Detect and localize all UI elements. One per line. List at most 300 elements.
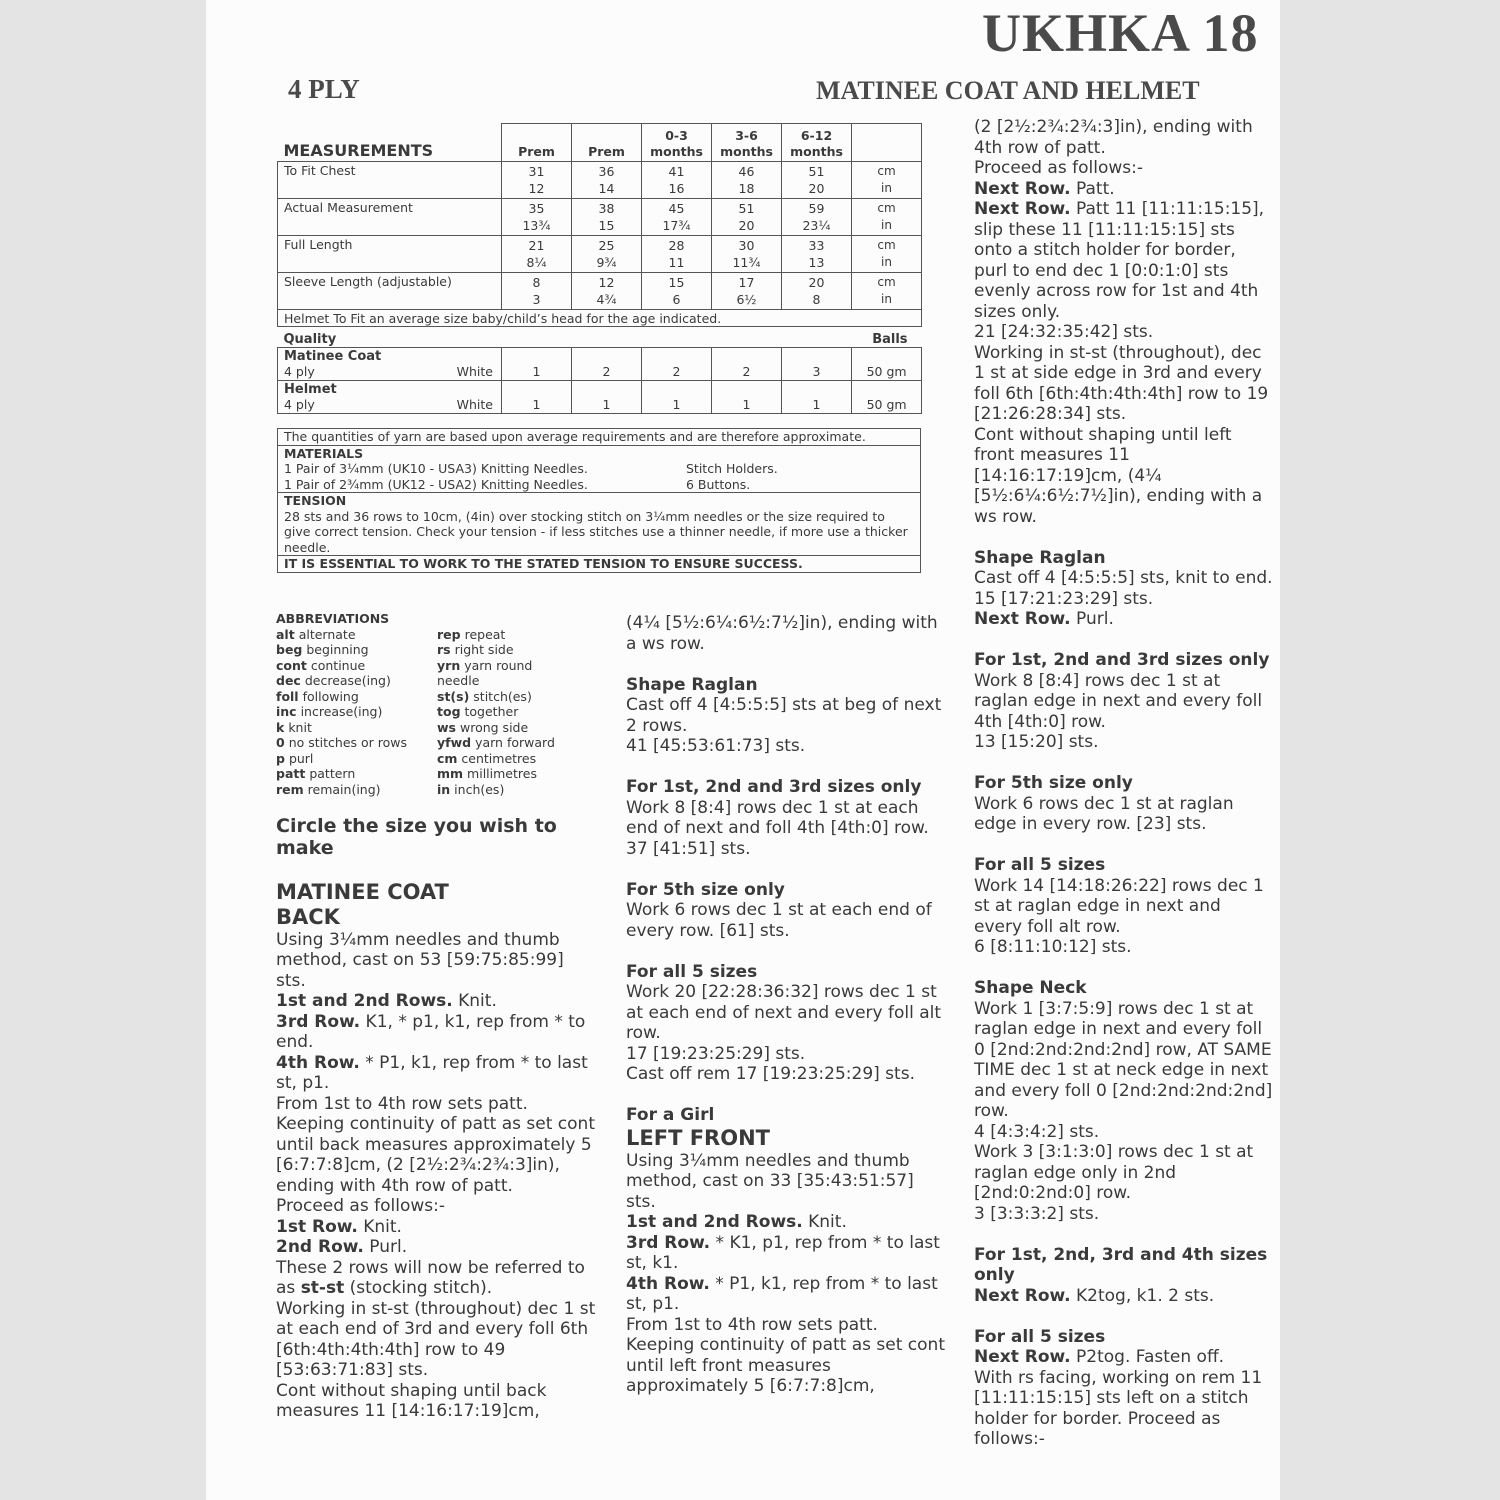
measurement-cell bbox=[712, 162, 782, 199]
abbreviation-key: mm bbox=[437, 766, 464, 781]
section-heading: Shape Raglan bbox=[626, 674, 758, 695]
abbreviation-key: cont bbox=[276, 657, 307, 673]
measurement-cell bbox=[502, 199, 572, 236]
quantities-note: The quantities of yarn are based upon average requirements and are therefore approximate. bbox=[278, 429, 920, 446]
ball-count: 1 bbox=[642, 381, 712, 414]
measurement-cell bbox=[502, 236, 572, 273]
size-header-line1: 0-3 bbox=[665, 128, 688, 143]
abbreviation-key: foll bbox=[276, 688, 299, 704]
cm-value: 30 bbox=[738, 238, 755, 253]
tension-text: 28 sts and 36 rows to 10cm, (4in) over stocking stitch on 3¼mm needles or the size required to give correct tension. Check your tension - if less stitches use a thinner needle, if more use a thicker needle. bbox=[284, 508, 908, 555]
abbreviation-item bbox=[276, 782, 437, 798]
row-text: K2tog, k1. 2 sts. bbox=[1070, 1285, 1215, 1306]
cm-value: 51 bbox=[738, 201, 755, 216]
abbreviation-meaning: wrong side bbox=[459, 719, 529, 735]
abbreviation-item bbox=[437, 658, 565, 689]
cm-value: 59 bbox=[808, 201, 825, 216]
abbreviation-key: rep bbox=[437, 626, 461, 642]
row-instruction bbox=[626, 1233, 946, 1274]
balls-heading: Balls bbox=[872, 332, 908, 347]
abbreviation-key: k bbox=[276, 719, 285, 735]
abbreviation-key: p bbox=[276, 750, 285, 766]
row-text: Knit. bbox=[802, 1212, 847, 1232]
measurement-cell bbox=[572, 236, 642, 273]
abbreviation-item bbox=[276, 735, 437, 751]
ball-count: 2 bbox=[642, 348, 712, 381]
abbreviation-meaning: stitch(es) bbox=[473, 688, 532, 704]
in-value: 13 bbox=[808, 255, 825, 270]
abbreviation-meaning: right side bbox=[454, 642, 514, 657]
row-text: Patt 11 [11:11:15:15], slip these 11 [11:11:15:15] sts onto a stitch holder for border, purl to end dec 1 [0:0:1:0] sts evenly across row for 1st and 4th sizes only. bbox=[974, 199, 1265, 322]
in-value: 3 bbox=[532, 292, 541, 307]
abbreviation-meaning: repeat bbox=[464, 626, 506, 642]
size-column-header bbox=[502, 124, 572, 162]
cm-value: 20 bbox=[808, 275, 825, 290]
abbreviation-meaning: together bbox=[464, 704, 519, 719]
abbreviation-key: alt bbox=[276, 626, 295, 642]
section-heading: For 1st, 2nd and 3rd sizes only bbox=[626, 777, 922, 797]
instruction-text: Keeping continuity of patt as set cont until back measures approximately 5 [6:7:7:8]cm, (2 [2½:2¾:2¾:3]in), ending with 4th row of patt. bbox=[276, 1114, 595, 1196]
measurement-row bbox=[278, 236, 922, 273]
row-instruction bbox=[974, 609, 1274, 630]
section-heading: For 1st, 2nd and 3rd sizes only bbox=[974, 650, 1270, 670]
cm-value: 17 bbox=[738, 275, 755, 290]
instruction-text: 37 [41:51] sts. bbox=[626, 838, 751, 859]
materials-section bbox=[278, 446, 920, 494]
instruction-text: (4¼ [5½:6¼:6½:7½]in), ending with a ws row. bbox=[626, 613, 938, 654]
yarn-item-label bbox=[278, 381, 444, 414]
in-value: 16 bbox=[668, 181, 685, 196]
abbreviation-item bbox=[276, 720, 437, 736]
abbreviation-item bbox=[276, 689, 437, 705]
helmet-note-row bbox=[278, 310, 922, 327]
instruction-text: Cast off 4 [4:5:5:5] sts at beg of next 2 rows. bbox=[626, 695, 942, 736]
in-value: 20 bbox=[738, 218, 755, 233]
measurement-label: Sleeve Length (adjustable) bbox=[278, 273, 502, 310]
unit-column-header bbox=[852, 124, 922, 162]
yarn-ply: 4 ply bbox=[284, 364, 315, 379]
unit-in: in bbox=[881, 292, 892, 306]
in-value: 9¾ bbox=[596, 255, 617, 270]
pattern-page bbox=[206, 0, 1280, 1500]
instruction-text: Work 1 [3:7:5:9] rows dec 1 st at raglan edge in next and every foll 0 [2nd:2nd:2nd:2nd] row, AT SAME TIME dec 1 st at neck edge in next and every foll 0 [2nd:2nd:2nd:2nd] row. bbox=[974, 998, 1273, 1121]
instructions-column-2 bbox=[626, 613, 946, 1397]
instruction-text: Work 14 [14:18:26:22] rows dec 1 st at raglan edge in next and every foll alt row. bbox=[974, 875, 1264, 937]
section-heading: For 5th size only bbox=[626, 879, 785, 900]
in-value: 15 bbox=[598, 218, 615, 233]
instruction-text: Proceed as follows:- bbox=[276, 1196, 445, 1216]
measurement-cell bbox=[782, 199, 852, 236]
abbreviation-meaning: millimetres bbox=[467, 766, 537, 781]
yarn-weight-label: 4 PLY bbox=[288, 74, 360, 104]
measurement-row bbox=[278, 199, 922, 236]
row-text: Purl. bbox=[363, 1237, 408, 1257]
unit-in: in bbox=[881, 218, 892, 232]
materials-line bbox=[284, 477, 914, 493]
ball-count: 1 bbox=[782, 381, 852, 414]
abbreviation-item bbox=[276, 627, 437, 643]
pattern-title: MATINEE COAT AND HELMET bbox=[816, 76, 1200, 105]
size-header-line2: Prem bbox=[588, 144, 625, 159]
row-instruction bbox=[974, 1347, 1274, 1368]
measurements-header-row bbox=[278, 124, 922, 162]
instruction-text: Work 20 [22:28:36:32] rows dec 1 st at each end of next and every foll alt row. bbox=[626, 982, 942, 1043]
instructions-column-3 bbox=[974, 117, 1274, 1450]
size-header-line2: months bbox=[650, 144, 703, 159]
size-column-header bbox=[712, 124, 782, 162]
abbreviation-item bbox=[437, 766, 565, 782]
measurement-cell bbox=[502, 162, 572, 199]
instruction-text: (2 [2½:2¾:2¾:3]in), ending with 4th row of patt. bbox=[974, 117, 1253, 158]
cm-value: 38 bbox=[598, 201, 615, 216]
measurement-cell bbox=[712, 273, 782, 310]
yarn-item-label bbox=[278, 348, 444, 381]
row-instruction bbox=[626, 1212, 946, 1233]
section-heading: Shape Neck bbox=[974, 978, 1087, 998]
abbreviation-item bbox=[276, 658, 437, 674]
size-header-line2: months bbox=[790, 144, 843, 159]
section-heading: For a Girl bbox=[626, 1105, 715, 1125]
instruction-text: Cast off 4 [4:5:5:5] sts, knit to end. 15 [17:21:23:29] sts. bbox=[974, 568, 1273, 609]
yarn-ply: 4 ply bbox=[284, 397, 315, 412]
measurement-cell bbox=[572, 199, 642, 236]
abbreviation-item bbox=[437, 735, 565, 751]
row-instruction bbox=[974, 1286, 1274, 1307]
row-label: 1st and 2nd Rows. bbox=[626, 1212, 803, 1232]
instruction-text: 4 [4:3:4:2] sts. bbox=[974, 1121, 1100, 1142]
in-value: 14 bbox=[598, 181, 615, 196]
size-header-line1: 3-6 bbox=[735, 128, 758, 143]
row-label: 1st and 2nd Rows. bbox=[276, 991, 453, 1011]
cm-value: 21 bbox=[528, 238, 545, 253]
instruction-text: 17 [19:23:25:29] sts. bbox=[626, 1043, 806, 1064]
instruction-text: Work 6 rows dec 1 st at each end of every row. [61] sts. bbox=[626, 900, 932, 941]
tension-warning: IT IS ESSENTIAL TO WORK TO THE STATED TENSION TO ENSURE SUCCESS. bbox=[284, 556, 803, 571]
abbreviation-item bbox=[437, 642, 565, 658]
row-label: 2nd Row. bbox=[276, 1237, 364, 1257]
abbreviation-item bbox=[437, 689, 565, 705]
yarn-row bbox=[278, 348, 922, 381]
abbreviation-meaning: increase(ing) bbox=[300, 704, 383, 719]
section-subheading: LEFT FRONT bbox=[626, 1125, 770, 1150]
cm-value: 51 bbox=[808, 164, 825, 179]
abbreviation-key: beg bbox=[276, 642, 303, 657]
section-heading: For all 5 sizes bbox=[626, 961, 758, 982]
abbreviation-item bbox=[437, 720, 565, 736]
instruction-text: 41 [45:53:61:73] sts. bbox=[626, 736, 806, 756]
abbreviation-item bbox=[437, 782, 565, 798]
row-label: Next Row. bbox=[974, 1285, 1071, 1306]
row-instruction bbox=[276, 1217, 596, 1238]
ball-count: 1 bbox=[712, 381, 782, 414]
in-value: 18 bbox=[738, 181, 755, 196]
ball-count: 1 bbox=[502, 381, 572, 414]
abbreviation-key: in bbox=[437, 781, 451, 797]
row-instruction bbox=[276, 1237, 596, 1258]
row-label: 1st Row. bbox=[276, 1216, 358, 1237]
abbreviation-item bbox=[276, 704, 437, 720]
instruction-text: 6 [8:11:10:12] sts. bbox=[974, 937, 1132, 957]
row-text: Knit. bbox=[452, 991, 497, 1011]
abbreviation-key: yfwd bbox=[437, 735, 472, 750]
in-value: 12 bbox=[528, 181, 545, 196]
abbreviation-meaning: purl bbox=[288, 750, 314, 766]
helmet-note: Helmet To Fit an average size baby/child’s head for the age indicated. bbox=[278, 310, 922, 327]
abbreviation-meaning: yarn round needle bbox=[437, 657, 533, 688]
row-instruction bbox=[276, 1012, 596, 1053]
row-label: Next Row. bbox=[974, 178, 1071, 199]
measurement-cell bbox=[572, 162, 642, 199]
row-instruction bbox=[974, 179, 1274, 200]
unit-cell bbox=[852, 162, 922, 199]
instruction-text: 13 [15:20] sts. bbox=[974, 732, 1099, 752]
abbreviation-key: dec bbox=[276, 673, 301, 688]
measurement-label: To Fit Chest bbox=[278, 162, 502, 199]
abbreviation-key: st(s) bbox=[437, 688, 470, 704]
instruction-text: From 1st to 4th row sets patt. bbox=[276, 1093, 528, 1114]
unit-cm: cm bbox=[877, 201, 896, 215]
abbreviation-item bbox=[437, 704, 565, 720]
ball-count: 1 bbox=[572, 381, 642, 414]
instruction-text bbox=[276, 1258, 596, 1299]
size-header-line1: 6-12 bbox=[800, 128, 833, 143]
measurements-table bbox=[277, 123, 922, 327]
abbreviation-item bbox=[276, 673, 437, 689]
abbreviation-item bbox=[276, 751, 437, 767]
abbreviations-left bbox=[276, 627, 437, 798]
cm-value: 35 bbox=[528, 201, 545, 216]
term-highlight: st-st bbox=[300, 1278, 345, 1298]
abbreviation-item bbox=[276, 642, 437, 658]
row-label: 4th Row. bbox=[626, 1273, 710, 1294]
abbreviation-item bbox=[437, 627, 565, 643]
instruction-text: Using 3¼mm needles and thumb method, cast on 33 [35:43:51:57] sts. bbox=[626, 1150, 914, 1212]
document-code: UKHKA 18 bbox=[982, 3, 1259, 63]
abbreviation-meaning: remain(ing) bbox=[307, 781, 381, 797]
measurement-cell bbox=[572, 273, 642, 310]
unit-cell bbox=[852, 199, 922, 236]
yarn-colour: White bbox=[444, 381, 502, 414]
yarn-item-name: Matinee Coat bbox=[284, 349, 382, 364]
unit-cm: cm bbox=[877, 275, 896, 289]
measurement-cell bbox=[712, 199, 782, 236]
instruction-text: 3 [3:3:3:2] sts. bbox=[974, 1203, 1100, 1224]
row-text: Knit. bbox=[357, 1216, 402, 1237]
measurement-cell bbox=[782, 162, 852, 199]
measurement-row bbox=[278, 273, 922, 310]
in-value: 8 bbox=[812, 292, 821, 307]
measurement-cell bbox=[642, 199, 712, 236]
measurement-cell bbox=[712, 236, 782, 273]
in-value: 11¾ bbox=[732, 255, 761, 270]
abbreviation-key: tog bbox=[437, 704, 461, 719]
in-value: 6 bbox=[672, 292, 681, 307]
abbreviation-key: yrn bbox=[437, 657, 461, 673]
row-text: * P1, k1, rep from * to last st, p1. bbox=[276, 1052, 588, 1093]
yarn-quantity-table bbox=[277, 331, 922, 414]
instruction-text: Using 3¼mm needles and thumb method, cast on 53 [59:75:85:99] sts. bbox=[276, 929, 564, 991]
unit-in: in bbox=[881, 255, 892, 269]
measurement-cell bbox=[502, 273, 572, 310]
section-heading: MATINEE COAT bbox=[276, 879, 449, 904]
measurement-cell bbox=[642, 236, 712, 273]
quality-header-row bbox=[278, 331, 922, 348]
size-column-header bbox=[782, 124, 852, 162]
section-heading: Shape Raglan bbox=[974, 547, 1106, 568]
cm-value: 46 bbox=[738, 164, 755, 179]
section-heading: For 1st, 2nd, 3rd and 4th sizes only bbox=[974, 1244, 1268, 1285]
instruction-text: Work 8 [8:4] rows dec 1 st at raglan edge in next and every foll 4th [4th:0] row. bbox=[974, 670, 1263, 732]
row-text: * K1, p1, rep from * to last st, k1. bbox=[626, 1232, 940, 1273]
size-instruction: Circle the size you wish to make bbox=[276, 815, 557, 859]
section-heading: For all 5 sizes bbox=[974, 855, 1106, 875]
in-value: 13¾ bbox=[522, 218, 551, 233]
abbreviation-key: cm bbox=[437, 750, 458, 766]
measurement-cell bbox=[782, 273, 852, 310]
instruction-text: With rs facing, working on rem 11 [11:11:15:15] sts left on a stitch holder for border. Proceed as follows:- bbox=[974, 1367, 1263, 1449]
instruction-text: Cast off rem 17 [19:23:25:29] sts. bbox=[626, 1064, 915, 1084]
abbreviation-key: patt bbox=[276, 766, 306, 781]
cm-value: 28 bbox=[668, 238, 685, 253]
unit-cell bbox=[852, 273, 922, 310]
row-label: 3rd Row. bbox=[626, 1232, 711, 1253]
unit-in: in bbox=[881, 181, 892, 195]
instruction-text: Working in st-st (throughout) dec 1 st at each end of 3rd and every foll 6th [6th:4th:4th:4th] row to 49 [53:63:71:83] sts. bbox=[276, 1298, 596, 1380]
abbreviation-item bbox=[437, 751, 565, 767]
ball-count: 2 bbox=[712, 348, 782, 381]
yarn-colour: White bbox=[444, 348, 502, 381]
ball-count: 2 bbox=[572, 348, 642, 381]
instruction-text: From 1st to 4th row sets patt. bbox=[626, 1314, 878, 1335]
ball-weight: 50 gm bbox=[852, 348, 922, 381]
ball-count: 3 bbox=[782, 348, 852, 381]
section-subheading: BACK bbox=[276, 904, 340, 929]
measurements-heading: MEASUREMENTS bbox=[278, 124, 502, 162]
row-instruction bbox=[974, 199, 1274, 322]
tension-section bbox=[278, 493, 920, 556]
abbreviation-key: rem bbox=[276, 781, 304, 797]
text-part: These 2 rows will now be referred to as bbox=[276, 1257, 585, 1298]
row-text: P2tog. Fasten off. bbox=[1070, 1347, 1225, 1367]
row-instruction bbox=[276, 991, 596, 1012]
abbreviation-meaning: alternate bbox=[298, 626, 356, 642]
measurement-label: Full Length bbox=[278, 236, 502, 273]
section-heading: For 5th size only bbox=[974, 773, 1133, 793]
size-header-line2: Prem bbox=[518, 144, 555, 159]
row-text: K1, * p1, k1, rep from * to end. bbox=[276, 1011, 586, 1052]
abbreviation-meaning: pattern bbox=[309, 766, 356, 781]
material-item: Stitch Holders. bbox=[686, 461, 778, 476]
row-text: * P1, k1, rep from * to last st, p1. bbox=[626, 1273, 938, 1314]
cm-value: 33 bbox=[808, 238, 825, 253]
row-label: 4th Row. bbox=[276, 1052, 360, 1073]
abbreviations bbox=[276, 611, 576, 797]
row-label: Next Row. bbox=[974, 199, 1071, 219]
instruction-text: Cont without shaping until back measures 11 [14:16:17:19]cm, bbox=[276, 1380, 547, 1421]
abbreviation-key: rs bbox=[437, 642, 451, 657]
abbreviation-key: ws bbox=[437, 719, 456, 735]
cm-value: 36 bbox=[598, 164, 615, 179]
quality-heading: Quality bbox=[283, 332, 337, 347]
materials-line bbox=[284, 461, 914, 477]
row-text: Purl. bbox=[1070, 609, 1114, 629]
abbreviation-meaning: no stitches or rows bbox=[288, 735, 407, 750]
row-label: 3rd Row. bbox=[276, 1011, 361, 1032]
row-instruction bbox=[276, 1053, 596, 1094]
unit-cm: cm bbox=[877, 164, 896, 178]
abbreviation-meaning: knit bbox=[288, 719, 312, 735]
in-value: 11 bbox=[668, 255, 685, 270]
instruction-text: Keeping continuity of patt as set cont until left front measures approximately 5 [6:7:7:8]cm, bbox=[626, 1335, 945, 1396]
row-label: Next Row. bbox=[974, 1347, 1071, 1367]
abbreviation-meaning: following bbox=[302, 688, 359, 704]
instruction-text: Work 3 [3:1:3:0] rows dec 1 st at raglan edge only in 2nd [2nd:0:2nd:0] row. bbox=[974, 1142, 1254, 1203]
measurement-label: Actual Measurement bbox=[278, 199, 502, 236]
cm-value: 41 bbox=[668, 164, 685, 179]
needle-item: 1 Pair of 2¾mm (UK12 - USA2) Knitting Needles. bbox=[284, 476, 588, 492]
size-header-line2: months bbox=[720, 144, 773, 159]
in-value: 17¾ bbox=[662, 218, 691, 233]
instruction-text: Work 8 [8:4] rows dec 1 st at each end of next and foll 4th [4th:0] row. bbox=[626, 797, 929, 838]
in-value: 20 bbox=[808, 181, 825, 196]
abbreviation-key: inc bbox=[276, 704, 297, 719]
instruction-text: Proceed as follows:- bbox=[974, 158, 1143, 178]
materials-box bbox=[277, 428, 921, 573]
instructions-column-1 bbox=[276, 815, 596, 1422]
abbreviation-key: 0 bbox=[276, 735, 285, 750]
cm-value: 8 bbox=[532, 275, 541, 290]
yarn-row bbox=[278, 381, 922, 414]
cm-value: 15 bbox=[668, 275, 685, 290]
tension-heading: TENSION bbox=[284, 493, 347, 508]
in-value: 23¼ bbox=[802, 218, 831, 233]
measurement-cell bbox=[782, 236, 852, 273]
in-value: 6½ bbox=[736, 292, 757, 307]
abbreviation-item bbox=[276, 766, 437, 782]
needle-item: 1 Pair of 3¼mm (UK10 - USA3) Knitting Needles. bbox=[284, 461, 588, 476]
unit-cell bbox=[852, 236, 922, 273]
abbreviations-right bbox=[437, 627, 565, 798]
cm-value: 31 bbox=[528, 164, 545, 179]
cm-value: 45 bbox=[668, 201, 685, 216]
measurement-cell bbox=[642, 273, 712, 310]
size-column-header bbox=[572, 124, 642, 162]
text-part: (stocking stitch). bbox=[344, 1278, 493, 1298]
abbreviation-meaning: centimetres bbox=[461, 750, 537, 766]
row-instruction bbox=[626, 1274, 946, 1315]
ball-weight: 50 gm bbox=[852, 381, 922, 414]
row-text: Patt. bbox=[1070, 178, 1115, 199]
material-item: 6 Buttons. bbox=[686, 476, 751, 492]
instruction-text: 21 [24:32:35:42] sts. bbox=[974, 322, 1154, 342]
instruction-text: Working in st-st (throughout), dec 1 st at side edge in 3rd and every foll 6th [6th:4th:4th:4th] row to 19 [21:26:28:34] sts. bbox=[974, 342, 1269, 424]
materials-heading: MATERIALS bbox=[284, 445, 364, 461]
instruction-text: Cont without shaping until left front measures 11 [14:16:17:19]cm, (4¼ [5½:6¼:6½:7½]in), ending with a ws row. bbox=[974, 424, 1263, 527]
abbreviation-meaning: continue bbox=[310, 657, 366, 673]
in-value: 8¼ bbox=[526, 255, 547, 270]
abbreviation-meaning: yarn forward bbox=[475, 735, 555, 750]
unit-cm: cm bbox=[877, 238, 896, 252]
abbreviation-meaning: beginning bbox=[306, 642, 369, 657]
abbreviation-meaning: inch(es) bbox=[454, 781, 505, 797]
abbreviations-heading: ABBREVIATIONS bbox=[276, 611, 390, 626]
row-label: Next Row. bbox=[974, 609, 1071, 629]
cm-value: 25 bbox=[598, 238, 615, 253]
measurement-cell bbox=[642, 162, 712, 199]
section-heading: For all 5 sizes bbox=[974, 1326, 1106, 1347]
abbreviation-meaning: decrease(ing) bbox=[304, 673, 391, 688]
size-column-header bbox=[642, 124, 712, 162]
